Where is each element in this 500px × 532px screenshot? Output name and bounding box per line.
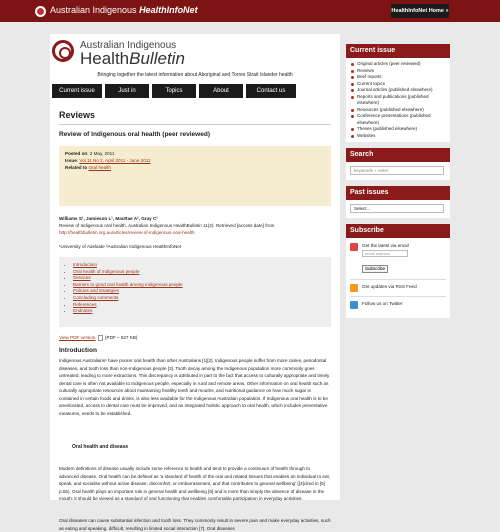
intro-heading: Introduction	[59, 347, 97, 354]
email-subscribe-text: Get the latest via email	[362, 243, 409, 248]
nav-about[interactable]: About	[199, 84, 243, 98]
logo-bulletin: Bulletin	[129, 49, 185, 68]
toc-item[interactable]	[73, 295, 323, 302]
search-input[interactable]: keywords + enter	[350, 166, 444, 175]
section-title: Reviews	[59, 110, 96, 120]
healthinfonet-logo-icon[interactable]	[35, 6, 46, 17]
current-issue-item[interactable]: Websites	[350, 133, 446, 140]
divider	[350, 296, 446, 297]
main-nav	[52, 84, 296, 98]
logo-health: Health	[80, 49, 130, 68]
current-issue-item[interactable]: Resources (published elsewhere)	[350, 107, 446, 114]
toc-item[interactable]	[73, 282, 323, 289]
top-bar	[0, 0, 500, 22]
current-issue-panel	[346, 44, 450, 142]
brand-bold: HealthInfoNet	[139, 5, 198, 15]
toc-item[interactable]	[73, 275, 323, 282]
toc-item-label: Introduction	[73, 262, 98, 267]
toc-item-label: References	[73, 301, 97, 307]
citation-text: Review of Indigenous oral health. Australian Indigenous HealthBulletin 11(2). Retrieved [access date] from	[59, 223, 275, 228]
subscribe-button[interactable]: Subscribe	[362, 265, 388, 273]
subscribe-panel	[346, 224, 450, 318]
posted-label: Posted on	[65, 151, 88, 156]
past-issues-panel	[346, 186, 450, 218]
citation-url-link[interactable]: http://healthbulletin.org.au/articles/review-of-indigenous-oral-health	[59, 229, 195, 235]
current-issue-item[interactable]: Reviews	[350, 68, 446, 75]
nav-just-in[interactable]: Just in	[105, 84, 149, 98]
related-label: Related to	[65, 165, 88, 170]
nav-current-issue[interactable]: Current issue	[52, 84, 102, 98]
twitter-icon[interactable]	[350, 301, 358, 309]
related-topic-link[interactable]: Oral health	[88, 165, 111, 170]
search-heading: Search	[346, 148, 450, 162]
issue-link[interactable]: Vol 11 No 2, April 2011 - June 2011	[79, 158, 151, 163]
posted-value: : 2 May, 2011	[87, 151, 115, 156]
intro-paragraph: Indigenous Australians¹ have poorer oral health than other Australians [1][2]. Indigenous people suffer from more caries, periodontal diseases, and tooth loss than non-Indigenous people [3]. Tooth decay among the Indigenous population more commonly goes untreated, leading to more extractions. This discrepancy is attributed in part to the fact that access to culturally appropriate and timely dental care is often not available to Indigenous people, especially in rural and remote areas. Other information on oral health such as culturally appropriate resources about maintaining healthy teeth and mouths, and nutritional guidance on how much sugar is contained in certain foods and drinks, is also less available for the Indigenous Australian population. If Indigenous oral health is to be ameliorated, access to dental care must be improved, and an integrated holistic approach to oral health, which includes preventative measures, needs to be established.	[59, 358, 330, 416]
pdf-size: (PDF – 627 KB)	[105, 335, 138, 341]
toc-item-label: Barriers to good oral health among Indigenous people	[73, 281, 183, 287]
view-pdf-link[interactable]: View PDF version	[59, 335, 96, 341]
logo-line2[interactable]	[80, 49, 185, 69]
healthinfonet-home-button[interactable]: HealthInfoNet Home »	[391, 4, 449, 18]
tagline: Bringing together the latest information about Aboriginal and Torres Strait Islander health	[97, 72, 293, 78]
rss-link[interactable]: Get updates via RSS Feed	[362, 284, 417, 289]
affiliations: ¹University of Adelaide ²Australian Indigenous HealthInfoNet	[59, 244, 182, 249]
current-issue-item[interactable]: Current topics	[350, 81, 446, 88]
current-issue-heading: Current issue	[346, 44, 450, 58]
divider	[59, 124, 331, 125]
citation	[59, 223, 331, 236]
article-authors: Williams S¹, Jamieson L¹, MacRae A², Gray C²	[59, 216, 158, 221]
logo-line1: Australian Indigenous	[80, 40, 177, 51]
current-issue-item[interactable]: Brief reports	[350, 74, 446, 81]
toc-item-label: Policies and strategies	[73, 288, 119, 294]
email-icon	[350, 243, 358, 251]
bulletin-logo-icon[interactable]	[52, 40, 74, 62]
pdf-icon[interactable]	[98, 335, 103, 341]
toc-item-label: Oral health of Indigenous people	[73, 268, 140, 274]
toc-item-label: Services	[73, 275, 91, 281]
pdf-row	[59, 335, 137, 341]
nav-contact-us[interactable]: Contact us	[246, 84, 296, 98]
paragraph-2: Modern definitions of disease usually include some reference to health and tend to provide a continuum of health through to advanced disease. Oral health can be defined as 'a standard of health of the oral and related tissues that enables an individual to eat, speak, and socialise without active disease, discomfort, or embarrassment, and that contributes to general wellbeing' ([4]cited in [5] p.55). Oral health plays an important role in general health and wellbeing [6] and is more than simply the absence of disease in the mouth: it should be viewed as a standard of oral functioning that enables comfortable participation in everyday activities.	[59, 466, 331, 501]
current-issue-item[interactable]: Journal articles (published elsewhere)	[350, 87, 446, 94]
twitter-link[interactable]: Follow us on Twitter	[362, 301, 403, 306]
toc-item[interactable]	[73, 288, 323, 295]
paragraph-3: Oral diseases can cause substantial infection and tooth loss. They commonly result in severe pain and make everyday activities, such as eating and speaking, difficult, resulting in limited social interaction [7]. Oral diseases	[59, 518, 331, 531]
current-issue-item[interactable]: Original articles (peer reviewed)	[350, 61, 446, 68]
toc-item[interactable]	[73, 269, 323, 276]
toc-item[interactable]	[73, 308, 323, 315]
issue-label: Issue	[65, 158, 77, 163]
past-issues-select-value: Select...	[354, 206, 371, 211]
sidebar	[346, 44, 450, 324]
nav-topics[interactable]: Topics	[152, 84, 196, 98]
email-input[interactable]: email address	[362, 250, 408, 257]
oral-health-subheading: Oral health and disease	[72, 444, 129, 450]
current-issue-item[interactable]: Conference presentations (published elsewhere)	[350, 113, 446, 126]
rss-icon[interactable]	[350, 284, 358, 292]
toc-item[interactable]	[73, 262, 323, 269]
divider	[350, 279, 446, 280]
brand-prefix: Australian Indigenous	[50, 5, 140, 15]
toc-item[interactable]	[73, 302, 323, 309]
past-issues-heading: Past issues	[346, 186, 450, 200]
subscribe-heading: Subscribe	[346, 224, 450, 238]
site-brand[interactable]	[50, 5, 198, 15]
current-issue-item[interactable]: Reports and publications (published elsewhere)	[350, 94, 446, 107]
toc-item-label: Concluding comments	[73, 294, 119, 300]
current-issue-item[interactable]: Theses (published elsewhere)	[350, 126, 446, 133]
main-content	[50, 34, 340, 531]
article-title: Review of Indigenous oral health (peer reviewed)	[59, 131, 210, 138]
toc-item-label: Endnotes	[73, 308, 93, 314]
search-panel	[346, 148, 450, 180]
table-of-contents	[59, 257, 331, 327]
article-meta: Posted on: 2 May, 2011 Issue: Vol 11 No 2, April 2011 - June 2011 Related to Oral health	[59, 146, 331, 206]
past-issues-select[interactable]	[350, 204, 444, 213]
